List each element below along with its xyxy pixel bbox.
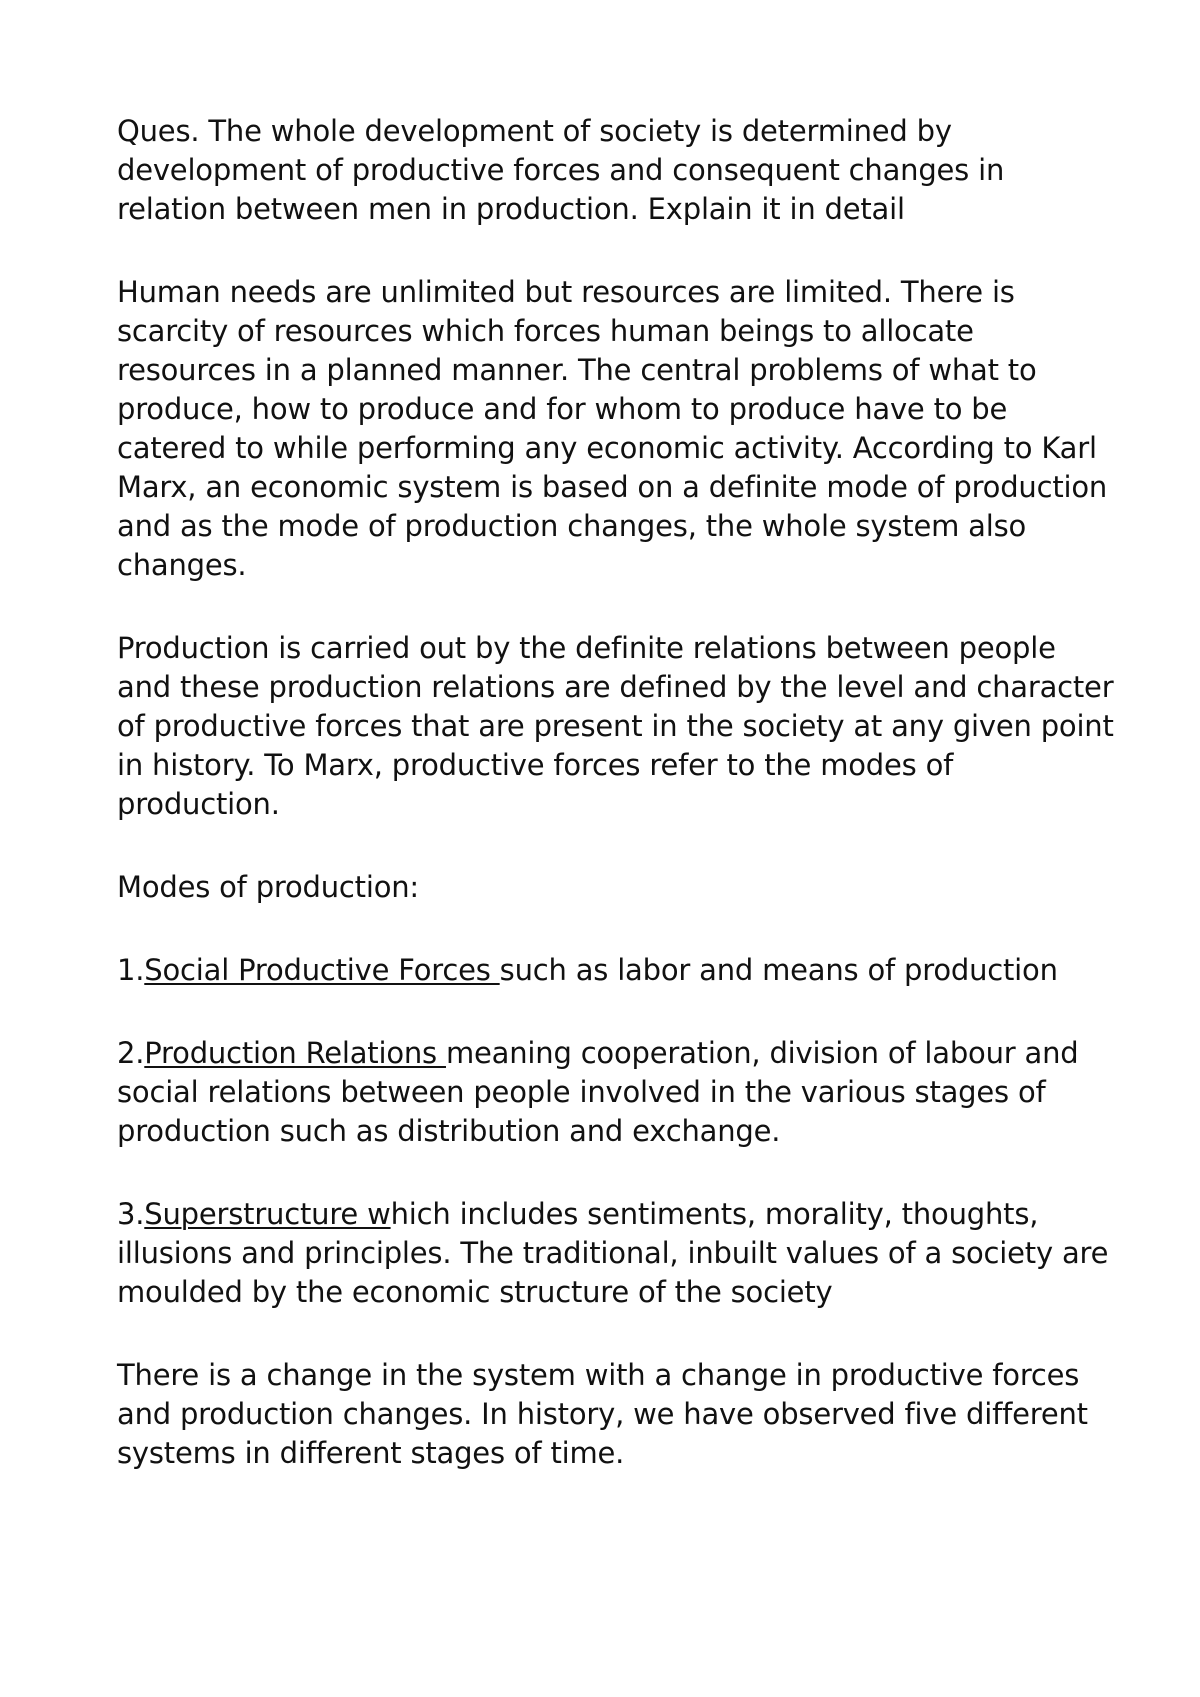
item-number: 1. xyxy=(117,953,145,987)
list-item-2 xyxy=(117,1034,1117,1151)
spacer xyxy=(117,990,1117,1034)
item-description: such as labor and means of production xyxy=(499,953,1058,987)
modes-heading: Modes of production: xyxy=(117,870,420,904)
list-item-3 xyxy=(117,1195,1117,1312)
question-text: Ques. The whole development of society is determined by development of productive forces and consequent changes in relation between men in production. Explain it in detail xyxy=(117,114,1005,226)
item-description: meaning cooperation, division of labour and social relations between people involved in the various stages of production such as distribution and exchange. xyxy=(117,1036,1079,1148)
item-description: hich includes sentiments, morality, thoughts, illusions and principles. The traditional, inbuilt values of a society are moulded by the economic structure of the society xyxy=(117,1197,1109,1309)
paragraph-scarcity: Human needs are unlimited but resources are limited. There is scarcity of resources which forces human beings to allocate resources in a planned manner. The central problems of what to produce, how to produce and for whom to produce have to be catered to while performing any economic activity. According to Karl Marx, an economic system is based on a definite mode of production and as the mode of production changes, the whole system also changes. xyxy=(117,275,1108,582)
spacer xyxy=(117,1312,1117,1356)
spacer xyxy=(117,229,1117,273)
item-number: 3. xyxy=(117,1197,145,1231)
document-body xyxy=(117,112,1117,1473)
item-number: 2. xyxy=(117,1036,145,1070)
spacer xyxy=(117,824,1117,868)
spacer xyxy=(117,907,1117,951)
item-term: Production Relations xyxy=(144,1036,446,1070)
paragraph-production-relations: Production is carried out by the definite relations between people and these production relations are defined by the level and character of productive forces that are present in the society at any given point in history. To Marx, productive forces refer to the modes of production. xyxy=(117,631,1114,821)
spacer xyxy=(117,585,1117,629)
item-term: Social Productive Forces xyxy=(144,953,500,987)
item-term: Superstructure w xyxy=(144,1197,391,1231)
paragraph-system-change: There is a change in the system with a change in productive forces and production changes. In history, we have observed five different systems in different stages of time. xyxy=(117,1358,1088,1470)
list-item-1 xyxy=(117,951,1117,990)
spacer xyxy=(117,1151,1117,1195)
